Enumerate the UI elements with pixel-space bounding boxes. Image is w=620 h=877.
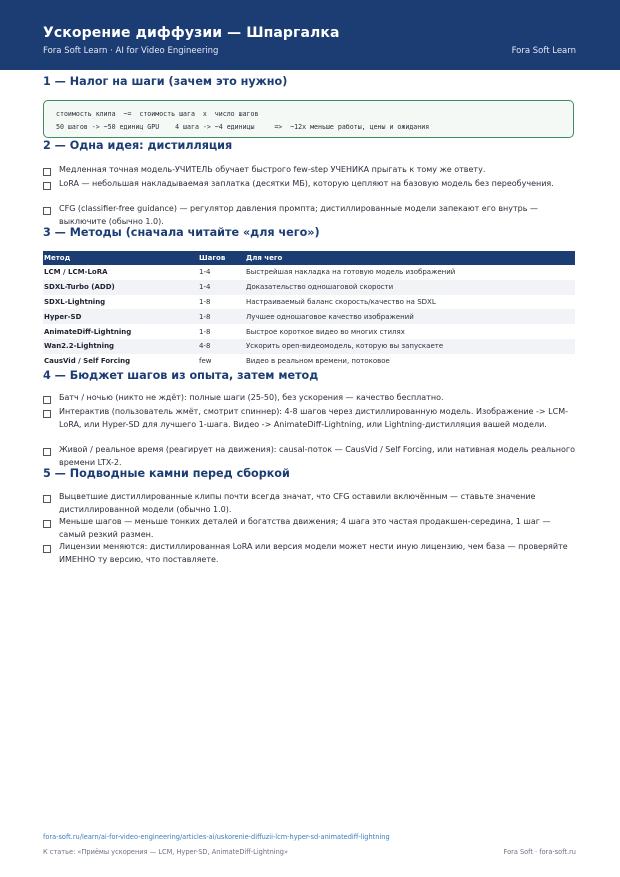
- methods-table: [43, 251, 575, 369]
- checkbox-icon[interactable]: [43, 520, 51, 528]
- brand-label: Fora Soft Learn: [511, 46, 576, 56]
- page-title: Ускорение диффузии — Шпаргалка: [43, 25, 340, 41]
- method-name: LCM / LCM-LoRA: [44, 268, 108, 277]
- column-header: Метод: [43, 251, 198, 265]
- checklist-item-text: Медленная точная модель-УЧИТЕЛЬ обучает быстрого few-step УЧЕНИКА прыгать к тому же ответу.: [59, 165, 486, 174]
- checkbox-icon[interactable]: [43, 168, 51, 176]
- checkbox-icon[interactable]: [43, 448, 51, 456]
- section-heading-2: 2 — Одна идея: дистилляция: [43, 139, 233, 152]
- checkbox-icon[interactable]: [43, 182, 51, 190]
- method-name: Wan2.2-Lightning: [43, 339, 198, 354]
- checklist-item-text: CFG (classifier-free guidance) — регулятор давления промпта; дистиллированные модели запекают его внутрь — выключите (обычно 1.0).: [59, 204, 539, 226]
- formula-code-box: [43, 100, 574, 138]
- code-line: стоимость клипа ~= стоимость шага x число шагов: [56, 110, 259, 118]
- method-name: AnimateDiff-Lightning: [44, 327, 132, 336]
- table-row: [43, 354, 575, 369]
- checkbox-icon[interactable]: [43, 495, 51, 503]
- table-row: [43, 309, 575, 324]
- section-heading-3: 3 — Методы (сначала читайте «для чего»): [43, 226, 320, 239]
- purpose-text: Быстрейшая накладка на готовую модель изображений: [246, 268, 456, 277]
- steps-value: 1-4: [198, 280, 245, 295]
- table-row: [43, 280, 575, 295]
- steps-value: few: [199, 357, 212, 366]
- checkbox-icon[interactable]: [43, 396, 51, 404]
- purpose-text: Ускорить open-видеомодель, которую вы запускаете: [245, 339, 575, 354]
- section-heading-5: 5 — Подводные камни перед сборкой: [43, 467, 290, 480]
- checklist-item-text: Живой / реальное время (реагирует на движения): causal-поток — CausVid / Self Forcing, или нативная модель реального времени LTX-2.: [59, 445, 576, 467]
- steps-value: 1-8: [198, 309, 245, 324]
- purpose-text: Доказательство одношаговой скорости: [245, 280, 575, 295]
- checkbox-icon[interactable]: [43, 207, 51, 215]
- table-row: [43, 265, 575, 280]
- checklist-item-text: Лицензии меняются: дистиллированная LoRA или версия модели может нести иную лицензию, чем база — проверяйте ИМЕННО ту версию, что поставляете.: [59, 542, 568, 564]
- column-header: Шагов: [198, 251, 245, 265]
- footer-source: К статье: «Приёмы ускорения — LCM, Hyper-SD, AnimateDiff-Lightning»: [43, 848, 289, 856]
- section-heading-1: 1 — Налог на шаги (зачем это нужно): [43, 75, 288, 88]
- checklist-item-text: LoRA — небольшая накладываемая заплатка (десятки МБ), которую цепляют на базовую модель без переобучения.: [59, 179, 554, 188]
- steps-value: 1-8: [199, 297, 211, 306]
- purpose-text: Быстрое короткое видео во многих стилях: [246, 327, 405, 336]
- checklist-item-text: Интерактив (пользователь жмёт, смотрит спиннер): 4-8 шагов через дистиллированную модель. Изображение -> LCM-LoRA, или Hyper-SD для лучшего 1-шага. Видео -> AnimateDiff-Lightning, или Lightning-дистилляция вашей модели.: [59, 407, 568, 429]
- method-name: Hyper-SD: [43, 309, 198, 324]
- column-header: Для чего: [245, 251, 575, 265]
- method-name: CausVid / Self Forcing: [44, 357, 131, 366]
- purpose-text: Лучшее одношаговое качество изображений: [245, 309, 575, 324]
- steps-value: 1-8: [199, 327, 211, 336]
- table-row: [43, 339, 575, 354]
- method-name: SDXL-Lightning: [44, 297, 106, 306]
- checklist-item-text: Меньше шагов — меньше тонких деталей и богатства движения; 4 шага это частая продакшен-середина, 1 шаг — самый резкий размен.: [59, 517, 551, 539]
- checkbox-icon[interactable]: [43, 545, 51, 553]
- table-row: [43, 324, 575, 339]
- page-subtitle: Fora Soft Learn · AI for Video Engineering: [43, 46, 219, 56]
- table-header-row: [43, 251, 575, 265]
- table-row: [43, 295, 575, 310]
- page-header: [0, 0, 620, 70]
- purpose-text: Видео в реальном времени, потоковое: [246, 357, 390, 366]
- section-heading-4: 4 — Бюджет шагов из опыта, затем метод: [43, 369, 319, 382]
- steps-value: 4-8: [198, 339, 245, 354]
- checklist-item-text: Батч / ночью (никто не ждёт): полные шаги (25-50), без ускорения — качество бесплатно.: [59, 393, 444, 402]
- method-name: SDXL-Turbo (ADD): [43, 280, 198, 295]
- code-line: 50 шагов -> ~50 единиц GPU 4 шага -> ~4 единицы => ~12x меньше работы, цены и ожидания: [56, 123, 430, 131]
- steps-value: 1-4: [199, 268, 211, 277]
- checkbox-icon[interactable]: [43, 410, 51, 418]
- article-link[interactable]: fora-soft.ru/learn/ai-for-video-engineering/articles-ai/uskorenie-diffuzii-lcm-hyper-sd-animatediff-lightning: [43, 833, 390, 841]
- footer-brand: Fora Soft · fora-soft.ru: [503, 848, 576, 856]
- checklist-item-text: Выцветшие дистиллированные клипы почти всегда значат, что CFG оставили включённым — ставьте значение дистиллированной модели (обычно 1.0).: [59, 492, 536, 514]
- purpose-text: Настраиваемый баланс скорость/качество на SDXL: [246, 297, 436, 306]
